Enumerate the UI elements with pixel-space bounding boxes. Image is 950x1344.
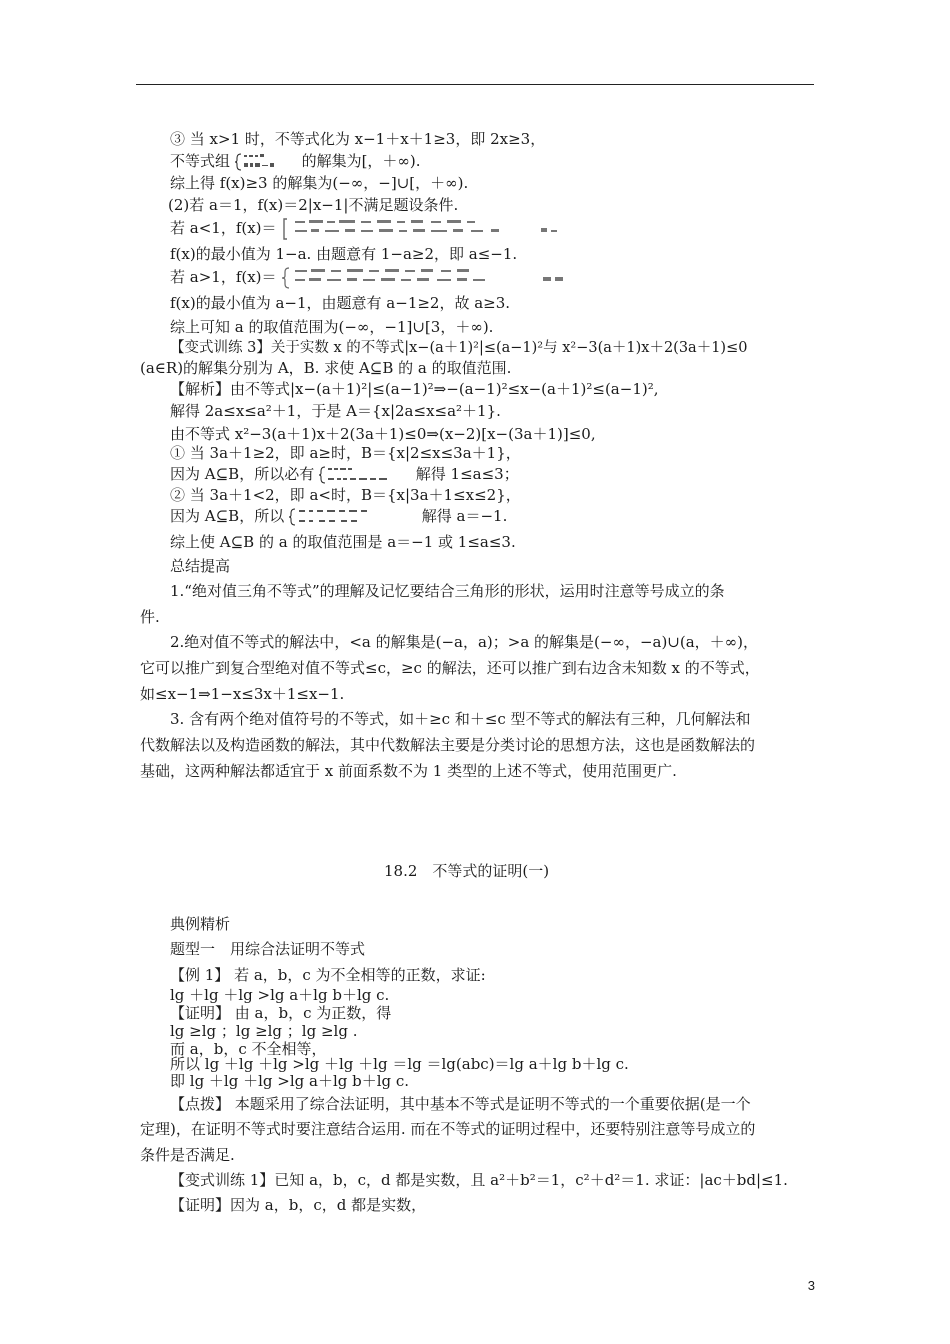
text-line: 综上使 A⊆B 的 a 的取值范围是 a＝−1 或 1≤a≤3. <box>170 533 516 551</box>
inequality-system-image <box>319 465 411 485</box>
text-line <box>170 507 507 527</box>
text-line: 代数解法以及构造函数的解法，其中代数解法主要是分类讨论的思想方法，这也是函数解法的 <box>140 736 756 754</box>
text-fragment: 因为 A⊆B，所以必有 <box>170 465 315 483</box>
text-line: 即 lg ＋lg ＋lg >lg a＋lg b＋lg c. <box>170 1072 410 1090</box>
text-line: ① 当 3a＋1≥2，即 a≥时，B＝{x|2≤x≤3a＋1}， <box>170 444 521 462</box>
text-line: 件. <box>140 608 160 626</box>
text-line: 【变式训练 1】已知 a，b，c，d 都是实数，且 a²＋b²＝1，c²＋d²＝1. 求证：|ac＋bd|≤1. <box>170 1171 788 1189</box>
text-line: 它可以推广到复合型绝对值不等式≤c，≥c 的解法，还可以推广到右边含未知数 x 的不等式， <box>140 659 760 677</box>
text-line: 基础，这两种解法都适宜于 x 前面系数不为 1 类型的上述不等式，使用范围更广. <box>140 762 677 780</box>
inequality-system-image <box>289 507 417 527</box>
text-fragment: 解得 1≤a≤3； <box>415 465 519 483</box>
text-line: 【证明】 由 a，b，c 为正数，得 <box>170 1004 392 1022</box>
text-line: ③ 当 x>1 时，不等式化为 x−1＋x＋1≥3，即 2x≥3， <box>170 130 546 148</box>
text-line: 3. 含有两个绝对值符号的不等式，如＋≥c 和＋≤c 型不等式的解法有三种，几何解法和 <box>170 710 751 728</box>
text-line <box>170 218 581 240</box>
text-line <box>170 465 519 485</box>
text-line: 如≤x−1⇒1−x≤3x＋1≤x−1. <box>140 685 345 703</box>
text-line: 而 a，b，c 不全相等， <box>170 1040 327 1058</box>
text-line: 2.绝对值不等式的解法中，<a 的解集是(−a，a)；>a 的解集是(−∞，−a)∪(a，＋∞)， <box>170 633 759 651</box>
text-line: lg ＋lg ＋lg >lg a＋lg b＋lg c. <box>170 986 390 1004</box>
text-line: 综上得 f(x)≥3 的解集为(−∞，−]∪[，＋∞). <box>170 174 469 192</box>
section-title: 18.2 不等式的证明(一) <box>384 862 550 880</box>
text-line: 【解析】由不等式|x−(a＋1)²|≤(a−1)²⇒−(a−1)²≤x−(a＋1)²≤(a−1)², <box>170 380 659 398</box>
text-fragment: 若 a>1，f(x)＝ <box>170 268 277 286</box>
text-line: 典例精析 <box>170 915 231 933</box>
text-line <box>170 152 421 172</box>
text-line: 【变式训练 3】关于实数 x 的不等式|x−(a＋1)²|≤(a−1)²与 x²−3(a＋1)x＋2(3a＋1)≤0 <box>170 340 748 356</box>
text-line: 解得 2a≤x≤a²＋1，于是 A＝{x|2a≤x≤a²＋1}. <box>170 402 501 420</box>
text-fragment: 不等式组 <box>170 152 231 170</box>
piecewise-function-image <box>281 267 581 289</box>
text-line: 定理)，在证明不等式时要注意结合运用. 而在不等式的证明过程中，还要特别注意等号成立的 <box>140 1120 756 1138</box>
text-line: 1.“绝对值三角不等式”的理解及记忆要结合三角形的形状，运用时注意等号成立的条 <box>170 582 725 600</box>
text-line <box>170 267 581 289</box>
text-line: 由不等式 x²−3(a＋1)x＋2(3a＋1)≤0⇒(x−2)[x−(3a＋1)]≤0, <box>170 425 596 443</box>
text-line: 总结提高 <box>170 557 231 575</box>
text-fragment: 若 a<1，f(x)＝ <box>170 219 277 237</box>
text-line: (2)若 a＝1，f(x)＝2|x−1|不满足题设条件. <box>168 196 459 214</box>
text-fragment: 的解集为[，＋∞). <box>301 152 421 170</box>
page-number: 3 <box>807 1278 815 1293</box>
text-line: lg ≥lg ；lg ≥lg ；lg ≥lg . <box>170 1022 358 1040</box>
text-line: f(x)的最小值为 a−1，由题意有 a−1≥2，故 a≥3. <box>170 294 511 312</box>
text-line: 【例 1】 若 a，b，c 为不全相等的正数，求证: <box>170 966 486 984</box>
piecewise-function-image <box>281 218 581 240</box>
text-line: 题型一 用综合法证明不等式 <box>170 940 366 958</box>
text-fragment: 因为 A⊆B，所以 <box>170 507 285 525</box>
inequality-system-image <box>235 152 297 172</box>
text-line: ② 当 3a＋1<2，即 a<时，B＝{x|3a＋1≤x≤2}， <box>170 486 521 504</box>
text-line: 条件是否满足. <box>140 1146 235 1164</box>
text-line: 【点拨】 本题采用了综合法证明，其中基本不等式是证明不等式的一个重要依据(是一个 <box>170 1095 751 1113</box>
text-line: f(x)的最小值为 1−a. 由题意有 1−a≥2，即 a≤−1. <box>170 245 518 263</box>
header-rule <box>136 84 814 85</box>
text-line: 所以 lg ＋lg ＋lg >lg ＋lg ＋lg ＝lg ＝lg(abc)＝lg a＋lg b＋lg c. <box>170 1055 629 1073</box>
text-fragment: 解得 a＝−1. <box>421 507 508 525</box>
text-line: 【证明】因为 a，b，c，d 都是实数， <box>170 1196 427 1214</box>
text-line: 综上可知 a 的取值范围为(−∞，−1]∪[3，＋∞). <box>170 318 494 336</box>
text-line: (a∈R)的解集分别为 A，B. 求使 A⊆B 的 a 的取值范围. <box>140 359 512 377</box>
